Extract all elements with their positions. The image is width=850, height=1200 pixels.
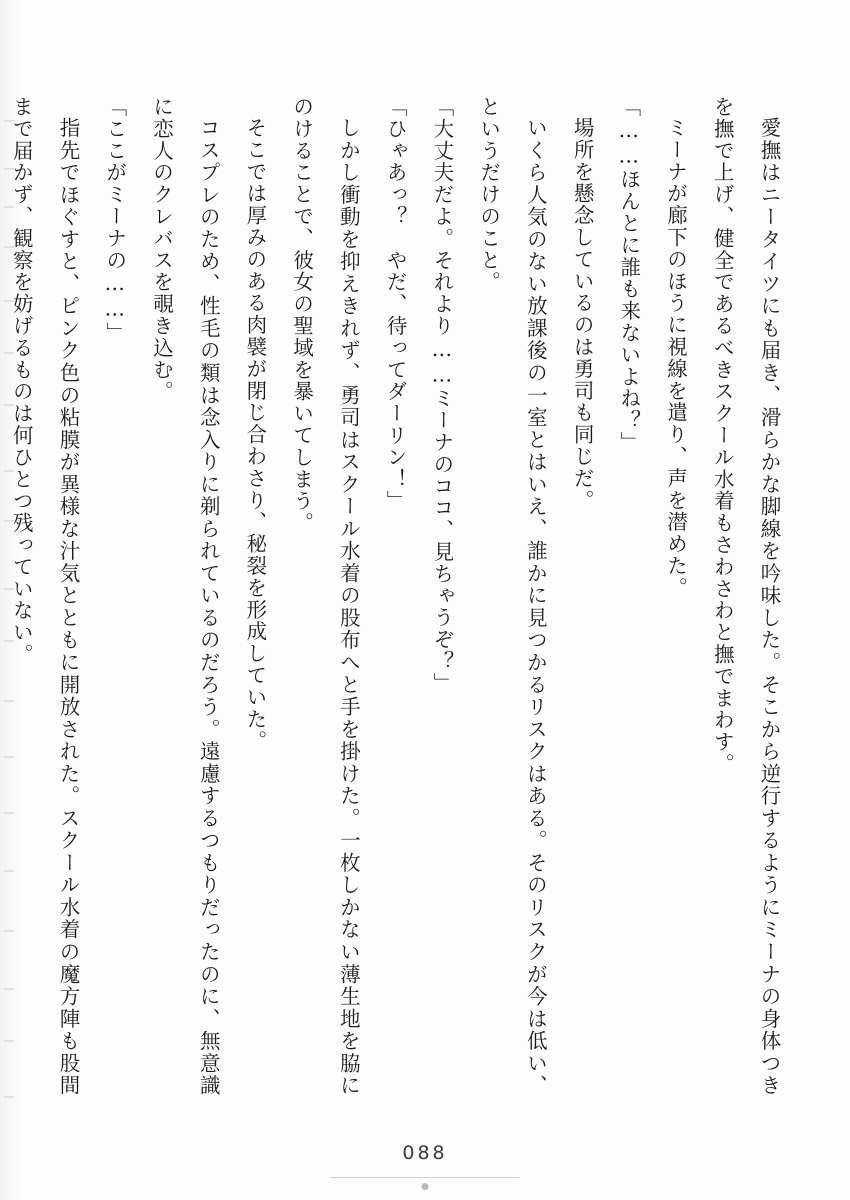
paragraph: 「ひゃあっ？ やだ、待ってダーリン！」 — [383, 96, 408, 513]
scan-artifact — [4, 1096, 14, 1098]
paragraph: しかし衝動を抑えきれず、勇司はスクール水着の股布へと手を掛けた。一枚しかない薄生地を脇にのけることで、彼女の聖域を暴いてしまう。 — [289, 96, 361, 1096]
paragraph: 指先でほぐすと、ピンク色の粘膜が異様な汁気とともに開放された。スクール水着の魔方陣も股間まで届かず、観察を妨げるものは何ひとつ残っていない。 — [9, 96, 80, 1096]
page-number: 088 — [402, 1142, 448, 1164]
paragraph: コスプレのため、性毛の類は念入りに剃られているのだろう。遠慮するつもりだったのに、無意識に恋人のクレバスを覗き込む。 — [149, 96, 221, 1096]
paragraph: いくら人気のない放課後の一室とはいえ、誰かに見つかるリスクはある。そのリスクが今は低い、というだけのこと。 — [476, 96, 548, 1096]
paragraph: 「……ほんとに誰も来ないよね？」 — [616, 96, 641, 454]
page-text-body — [9, 96, 792, 1096]
paragraph: 愛撫はニータイツにも届き、滑らかな脚線を吟味した。そこから逆行するようにミーナの身体つきを撫で上げ、健全であるべきスクール水着もさわさわと撫でまわす。 — [710, 96, 781, 1096]
paragraph: 「ここがミーナの……」 — [102, 96, 127, 344]
folio-rule — [331, 1177, 519, 1178]
folio-dot — [422, 1183, 429, 1190]
paragraph: 場所を懸念しているのは勇司も同じだ。 — [570, 116, 595, 511]
paragraph: ミーナが廊下のほうに視線を遣り、声を潜めた。 — [663, 116, 688, 599]
paragraph: 「大丈夫だよ。それより……ミーナのココ、見ちゃうぞ？」 — [429, 96, 454, 695]
paragraph: そこでは厚みのある肉襞が閉じ合わさり、秘裂を形成していた。 — [242, 116, 267, 752]
